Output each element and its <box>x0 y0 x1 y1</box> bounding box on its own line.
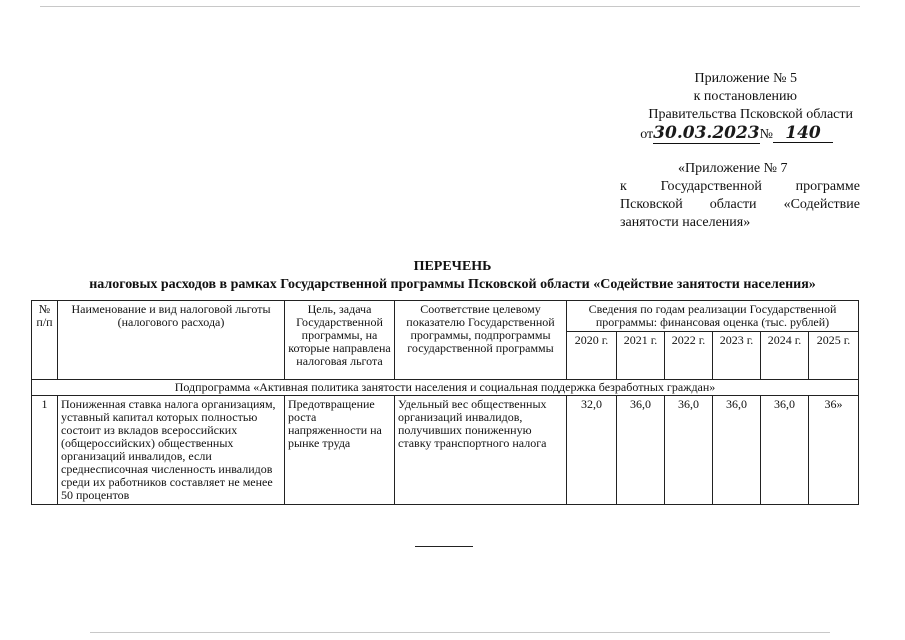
appendix7-line4: занятости населения» <box>620 215 751 230</box>
row-value-2021: 36,0 <box>617 396 665 505</box>
row-value-2022: 36,0 <box>665 396 713 505</box>
appendix-ref: к постановлению <box>693 89 797 104</box>
handwritten-date: 30.03.2023 <box>653 123 760 143</box>
subprogram-row <box>32 380 859 396</box>
row-value-2020: 32,0 <box>567 396 617 505</box>
appendix7-block <box>620 160 860 232</box>
number-prefix: № <box>759 127 773 142</box>
scan-artifact-bottom <box>90 632 830 633</box>
date-prefix: от <box>640 127 654 142</box>
header-year: 2021 г. <box>617 332 665 380</box>
row-value-2024: 36,0 <box>761 396 809 505</box>
row-value-2025: 36» <box>809 396 859 505</box>
row-num: 1 <box>32 396 58 505</box>
appendix-number: Приложение № 5 <box>694 71 797 86</box>
header-year: 2024 г. <box>761 332 809 380</box>
document-heading: ПЕРЕЧЕНЬ <box>413 259 492 274</box>
document-subheading: налоговых расходов в рамках Государственной программы Псковской области «Содействие занятости населения» <box>89 277 816 292</box>
header-years-group: Сведения по годам реализации Государственной программы: финансовая оценка (тыс. рублей) <box>567 301 859 332</box>
row-goal: Предотвращение роста напряженности на рынке труда <box>285 396 395 505</box>
table-row <box>32 396 859 505</box>
header-year: 2020 г. <box>567 332 617 380</box>
appendix-date-line <box>560 124 853 144</box>
header-name: Наименование и вид налоговой льготы (налогового расхода) <box>58 301 285 380</box>
table-header-row <box>32 301 859 332</box>
handwritten-number: 140 <box>773 124 833 143</box>
row-indicator: Удельный вес общественных организаций инвалидов, получивших пониженную ставку транспортного налога <box>395 396 567 505</box>
header-year: 2023 г. <box>713 332 761 380</box>
header-year: 2025 г. <box>809 332 859 380</box>
header-year: 2022 г. <box>665 332 713 380</box>
row-value-2023: 36,0 <box>713 396 761 505</box>
tax-expenditure-table <box>31 300 859 505</box>
header-num: № п/п <box>32 301 58 380</box>
appendix-government: Правительства Псковской области <box>648 107 853 122</box>
appendix7-line2: к Государственной программе <box>620 179 860 194</box>
appendix7-line3: Псковской области «Содействие <box>620 197 860 212</box>
header-indicator: Соответствие целевому показателю Государственной программы, подпрограммы государственной программы <box>395 301 567 380</box>
appendix-block <box>560 70 853 144</box>
closing-separator <box>415 546 473 547</box>
scan-artifact-top <box>40 6 860 7</box>
subprogram-cell: Подпрограмма «Активная политика занятости населения и социальная поддержка безработных граждан» <box>32 380 859 396</box>
row-name: Пониженная ставка налога организациям, уставный капитал которых полностью состоит из вкладов всероссийских (общероссийских) общественных организаций инвалидов, если среднесписочная численность инвалидов среди их работников составляет не менее 50 процентов <box>58 396 285 505</box>
header-goal: Цель, задача Государственной программы, на которые направлена налоговая льгота <box>285 301 395 380</box>
appendix7-title: «Приложение № 7 <box>678 161 788 176</box>
